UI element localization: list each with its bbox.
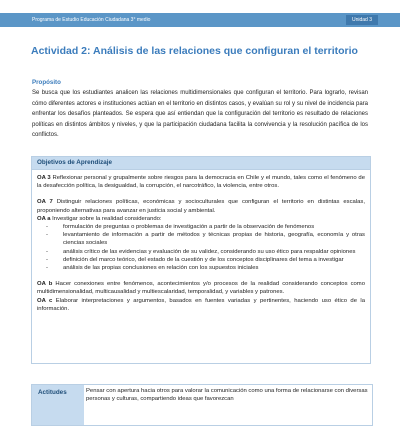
oac-text: Elaborar interpretaciones y argumentos, basados en fuentes variadas y pertinentes, haciendo uso ético de la información. bbox=[37, 297, 366, 312]
oab-code: OA b bbox=[37, 281, 53, 288]
purpose-label: Propósito bbox=[32, 79, 61, 86]
oa3-text: Reflexionar personal y grupalmente sobre riesgos para la democracia en Chile y el mundo, tales como el fenómeno de la desafección política, la desigualdad, la corrupción, el narcotráfico, la violencia, entre otros. bbox=[37, 175, 365, 190]
list-item: - definición del marco teórico, del estado de la cuestión y de los conceptos disciplinares del tema a investigar bbox=[63, 256, 365, 264]
attitudes-box bbox=[31, 384, 373, 426]
attitudes-text: Pensar con apertura hacia otros para valorar la comunicación como una forma de relacionarse con diversas personas y culturas, compartiendo ideas que favorezcan bbox=[86, 388, 368, 403]
oa7-code: OA 7 bbox=[37, 199, 53, 206]
objectives-box bbox=[31, 156, 371, 364]
oa7-paragraph bbox=[37, 198, 365, 214]
activity-title: Actividad 2: Análisis de las relaciones que configuran el territorio bbox=[31, 45, 358, 57]
list-item: - análisis crítico de las evidencias y evaluación de su validez, considerando su uso ético para respaldar opiniones bbox=[63, 248, 365, 256]
list-item: - análisis de las propias conclusiones en relación con los supuestos iniciales bbox=[63, 264, 365, 272]
oaa-code: OA a bbox=[37, 215, 51, 222]
purpose-text: Se busca que los estudiantes analicen las relaciones multidimensionales que configuran el territorio. Para lograrlo, revisan cómo diferentes actores e instituciones actúan en el territorio en distintos casos, y evalúan su rol y su nivel de incidencia para enfrentar los desafíos planteados. Se espera que así entiendan que la configuración del territorio es resultado de relaciones políticas en distintos ámbitos y niveles, y que la participación ciudadana facilita la convivencia y la resolución pacífica de los conflictos. bbox=[32, 90, 368, 139]
oaa-list bbox=[37, 223, 365, 272]
oaa-text: Investigar sobre la realidad considerando: bbox=[50, 215, 162, 222]
list-item: - formulación de preguntas o problemas de investigación a partir de la observación de fenómenos bbox=[63, 223, 365, 231]
objectives-body bbox=[32, 170, 370, 313]
program-title: Programa de Estudio Educación Ciudadana 3° medio bbox=[32, 17, 151, 23]
oa3-paragraph bbox=[37, 174, 365, 190]
oab-paragraph bbox=[37, 280, 365, 296]
oaa-paragraph bbox=[37, 215, 365, 223]
list-item: - levantamiento de información a partir de métodos y técnicas propias de historia, geografía, economía y otras ciencias sociales bbox=[63, 231, 365, 247]
attitudes-heading: Actitudes bbox=[32, 385, 84, 425]
oa3-code: OA 3 bbox=[37, 175, 51, 181]
oac-paragraph bbox=[37, 297, 365, 313]
oa7-text: Distinguir relaciones políticas, económicas y socioculturales que configuran el territorio en distintas escalas, proponiendo alternativas para avanzar en justicia social y ambiental. bbox=[37, 199, 366, 214]
purpose-section bbox=[32, 88, 368, 141]
unit-badge: Unidad 3 bbox=[346, 15, 378, 25]
oac-code: OA c bbox=[37, 297, 53, 304]
oab-text: Hacer conexiones entre fenómenos, acontecimientos y/o procesos de la realidad considerando conceptos como multidimensionalidad, multicausalidad y multiescalaridad, temporalidad, y variables y patrones. bbox=[37, 281, 365, 296]
header-band bbox=[0, 13, 400, 27]
objectives-heading: Objetivos de Aprendizaje bbox=[32, 157, 370, 170]
